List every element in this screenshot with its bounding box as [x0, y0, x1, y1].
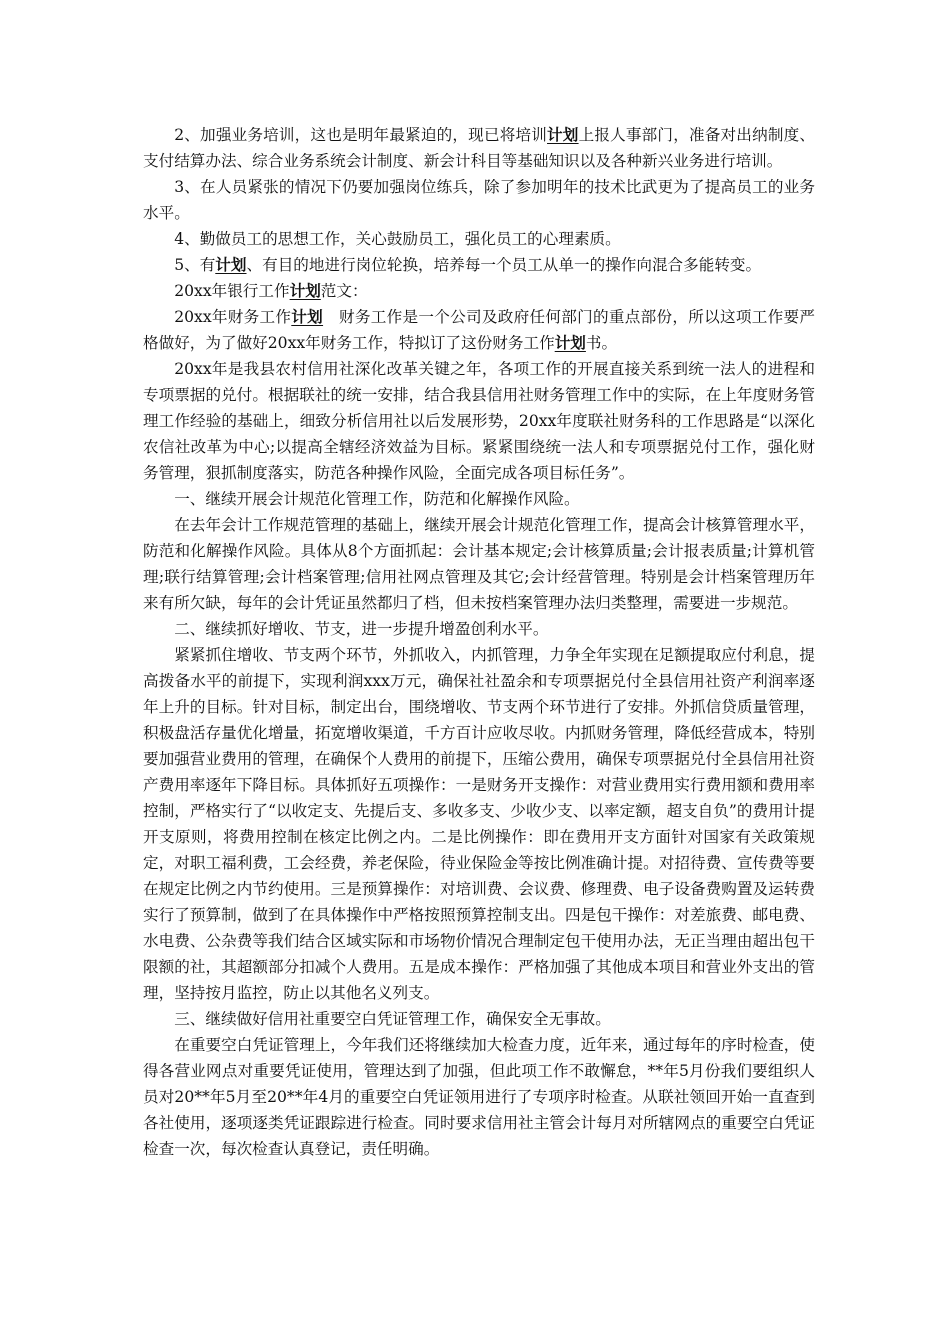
paragraph-text: 财务工作是一个公司及政府任何部门的重点部份，所以这项工作要严格做好，为了做好20xx年财务工作，特拟订了这份财务工作	[143, 308, 815, 352]
paragraph-text: 4、勤做员工的思想工作，关心鼓励员工，强化员工的心理素质。	[174, 230, 621, 248]
keyword-link[interactable]: 计划	[215, 255, 247, 274]
paragraph	[143, 122, 815, 174]
paragraph-text: 5、有	[174, 256, 216, 274]
paragraph-text: 上报人事部门，准备对出纳制度、支付结算办法、综合业务系统会计制度、新会计科目等基础知识以及各种新兴业务进行培训。	[143, 126, 815, 170]
paragraph-text: 三、继续做好信用社重要空白凭证管理工作，确保安全无事故。	[174, 1010, 611, 1028]
paragraph	[143, 642, 815, 1006]
paragraph	[143, 486, 815, 512]
paragraph-text: 20xx年银行工作	[174, 282, 290, 300]
keyword-link[interactable]: 计划	[289, 281, 321, 300]
keyword-link[interactable]: 计划	[547, 125, 579, 144]
paragraph-text: 范文：	[320, 282, 368, 300]
paragraph	[143, 226, 815, 252]
paragraph	[143, 356, 815, 486]
paragraph-text: 20xx年是我县农村信用社深化改革关键之年，各项工作的开展直接关系到统一法人的进程和专项票据的兑付。根据联社的统一安排，结合我县信用社财务管理工作中的实际，在上年度财务管理工作经验的基础上，细致分析信用社以后发展形势，20xx年度联社财务科的工作思路是“以深化农信社改革为中心;以提高全辖经济效益为目标。紧紧围绕统一法人和专项票据兑付工作，强化财务管理，狠抓制度落实，防范各种操作风险，全面完成各项目标任务”。	[143, 360, 815, 482]
paragraph-text: 、有目的地进行岗位轮换，培养每一个员工从单一的操作向混合多能转变。	[246, 256, 762, 274]
paragraph	[143, 1032, 815, 1162]
paragraph-text: 3、在人员紧张的情况下仍要加强岗位练兵，除了参加明年的技术比武更为了提高员工的业务水平。	[143, 178, 815, 222]
paragraph	[143, 252, 815, 278]
paragraph-text: 在重要空白凭证管理上，今年我们还将继续加大检查力度，近年来，通过每年的序时检查，使得各营业网点对重要凭证使用，管理达到了加强，但此项工作不敢懈怠，**年5月份我们要组织人员对20**年5月至20**年4月的重要空白凭证领用进行了专项序时检查。从联社领回开始一直查到各社使用，逐项逐类凭证跟踪进行检查。同时要求信用社主管会计每月对所辖网点的重要空白凭证检查一次，每次检查认真登记，责任明确。	[143, 1036, 815, 1158]
paragraph	[143, 304, 815, 356]
document-body	[143, 122, 815, 1162]
paragraph	[143, 616, 815, 642]
paragraph	[143, 278, 815, 304]
paragraph	[143, 512, 815, 616]
paragraph-text: 2、加强业务培训，这也是明年最紧迫的，现已将培训	[174, 126, 548, 144]
paragraph	[143, 1006, 815, 1032]
paragraph	[143, 174, 815, 226]
paragraph-text: 一、继续开展会计规范化管理工作，防范和化解操作风险。	[174, 490, 580, 508]
keyword-link[interactable]: 计划	[554, 333, 586, 352]
paragraph-text: 二、继续抓好增收、节支，进一步提升增盈创利水平。	[174, 620, 549, 638]
paragraph-text: 书。	[585, 334, 618, 352]
paragraph-text: 20xx年财务工作	[174, 308, 292, 326]
paragraph-text: 在去年会计工作规范管理的基础上，继续开展会计规范化管理工作，提高会计核算管理水平，防范和化解操作风险。具体从8个方面抓起：会计基本规定;会计核算质量;会计报表质量;计算机管理;联行结算管理;会计档案管理;信用社网点管理及其它;会计经营管理。特别是会计档案管理历年来有所欠缺，每年的会计凭证虽然都归了档，但未按档案管理办法归类整理，需要进一步规范。	[143, 516, 815, 612]
keyword-link[interactable]: 计划	[291, 307, 324, 326]
paragraph-text: 紧紧抓住增收、节支两个环节，外抓收入，内抓管理，力争全年实现在足额提取应付利息，提高拨备水平的前提下，实现利润xxx万元，确保社社盈余和专项票据兑付全县信用社资产利润率逐年上升的目标。针对目标，制定出台，围绕增收、节支两个环节进行了安排。外抓信贷质量管理，积极盘活存量优化增量，拓宽增收渠道，千方百计应收尽收。内抓财务管理，降低经营成本，特别要加强营业费用的管理，在确保个人费用的前提下，压缩公费用，确保专项票据兑付全县信用社资产费用率逐年下降目标。具体抓好五项操作：一是财务开支操作：对营业费用实行费用额和费用率控制，严格实行了“以收定支、先提后支、多收多支、少收少支、以率定额，超支自负”的费用计提开支原则，将费用控制在核定比例之内。二是比例操作：即在费用开支方面针对国家有关政策规定，对职工福利费，工会经费，养老保险，待业保险金等按比例准确计提。对招待费、宣传费等要在规定比例之内节约使用。三是预算操作：对培训费、会议费、修理费、电子设备费购置及运转费实行了预算制，做到了在具体操作中严格按照预算控制支出。四是包干操作：对差旅费、邮电费、水电费、公杂费等我们结合区域实际和市场物价情况合理制定包干使用办法，无正当理由超出包干限额的社，其超额部分扣减个人费用。五是成本操作：严格加强了其他成本项目和营业外支出的管理，坚持按月监控，防止以其他名义列支。	[143, 646, 815, 1002]
